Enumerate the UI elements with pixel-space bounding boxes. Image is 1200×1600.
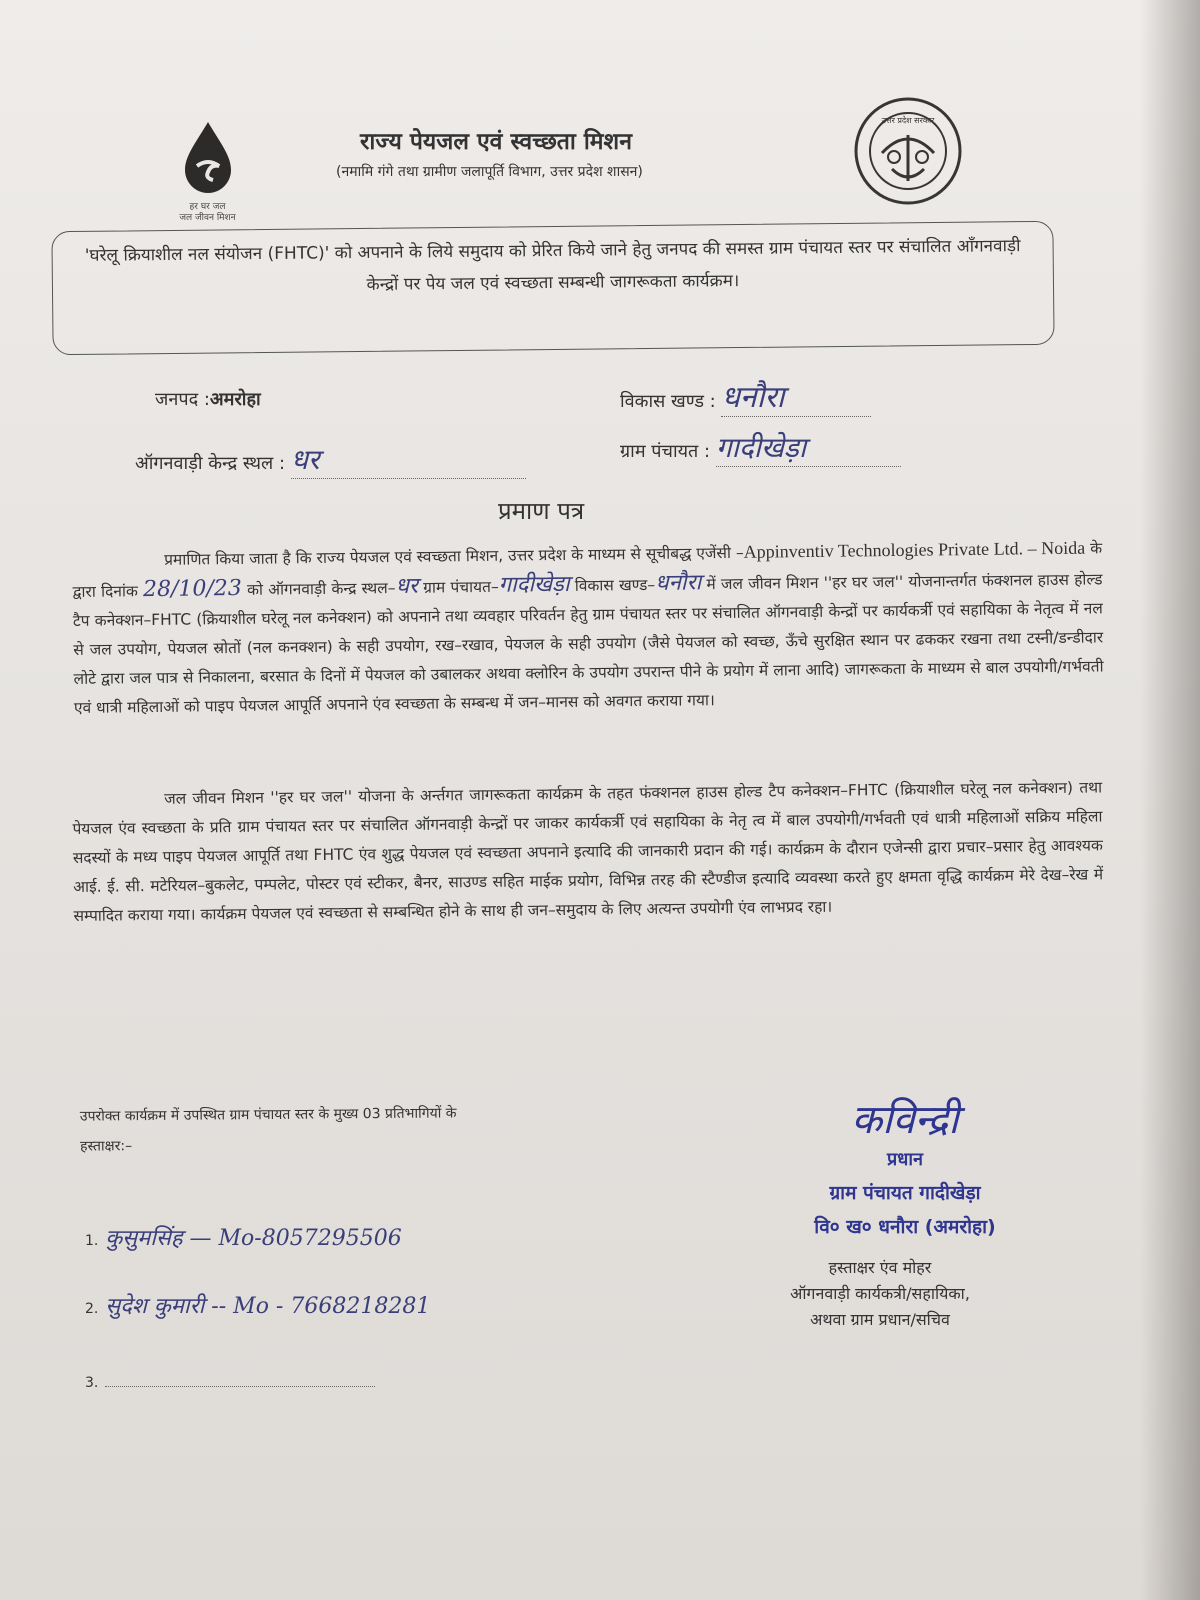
seal-note-line2: ऑगनवाड़ी कार्यकत्री/सहायिका, [790, 1284, 970, 1303]
p1-block-value: धनौरा [654, 570, 702, 596]
p1-intro: प्रमाणित किया जाता है कि राज्य पेयजल एवं स्वच्छता मिशन, उत्तर प्रदेश के माध्यम से सूचीबद्ध एजेंसी – [164, 543, 744, 569]
p1-body: में जल जीवन मिशन ''हर घर जल'' योजनान्तर्गत फंक्शनल हाउस होल्ड टैप कनेक्शन–FHTC (क्रियाशील घरेलू नल कनेक्शन) को अपनाने तथा व्यवहार परिवर्तन हेतु ग्राम पंचायत स्तर पर संचालित ऑगनवाड़ी केन्द्रों पर कार्यकर्त्री एवं सहायिका के नेतृत्व में नल से जल उपयोग, पेयजल स्रोतों (नल कनक्शन) के सही उपयोग, रख–रखाव, पेयजल के सही उपयोग (जैसे पेयजल को स्वच्छ, ऊँचे सुरक्षित स्थान पर ढककर रखना तथा टस्नी/डन्डीदार लोटे द्वारा जल पात्र से निकालना, बरसात के दिनों में पेयजल को उबालकर अथवा क्लोरिन के उपयोग उपरान्त पीने के प्रयोग में लाना आदि) जागरूकता के माध्यम से बाल उपयोगी/गर्भवती एवं धात्री महिलाओं को पाइप पेयजल आपूर्ति अपनाने एंव स्वच्छता के सम्बन्ध में जन–मानस को अवगत कराया गया। [72, 570, 1104, 717]
mission-title: राज्य पेयजल एवं स्वच्छता मिशन [360, 129, 632, 155]
district-label: जनपद : [155, 389, 210, 410]
panchayat-label: ग्राम पंचायत : [620, 441, 711, 462]
pradhan-signature: कविन्द्री [851, 1097, 959, 1143]
block-label: विकास खण्ड : [620, 391, 716, 412]
jal-jeevan-logo [160, 118, 255, 223]
water-drop-icon [173, 118, 243, 198]
signer-2-number: 2. [85, 1301, 99, 1317]
signer-2-text: सुदेश कुमारी -- Mo - 7668218281 [105, 1294, 431, 1319]
block-field [620, 375, 871, 417]
signer-3-number: 3. [85, 1375, 99, 1391]
certificate-title: प्रमाण पत्र [498, 497, 585, 525]
p1-panchayat-label: ग्राम पंचायत– [423, 577, 499, 597]
certificate-paragraph-2 [72, 773, 1104, 931]
program-date: 28/10/23 [142, 575, 242, 603]
seal-note-line3: अथवा ग्राम प्रधान/सचिव [810, 1310, 950, 1329]
panchayat-value-line [716, 428, 901, 467]
p1-center-value: धर [395, 573, 419, 600]
center-field [135, 440, 526, 479]
seal-note-line1: हस्ताक्षर एंव मोहर [828, 1258, 932, 1277]
center-value-line [291, 440, 526, 479]
certificate-paragraph-1 [72, 533, 1104, 723]
attendance-label-line2: हस्ताक्षर:– [80, 1138, 133, 1155]
stamp-panchayat: ग्राम पंचायत गादीखेड़ा [829, 1182, 981, 1204]
signer-3 [85, 1368, 375, 1393]
p1-date-label: के द्वारा दिनांक [72, 539, 1103, 601]
center-value: धर [290, 443, 320, 476]
p1-block-label: विकास खण्ड– [574, 575, 656, 595]
block-value-line [721, 375, 871, 417]
seal-text: उत्तर प्रदेश सरकार [881, 116, 935, 125]
panchayat-value: गादीखेड़ा [715, 431, 807, 464]
signer-1 [85, 1222, 402, 1252]
p1-panchayat-value: गादीखेड़ा [498, 571, 570, 598]
attendance-label [80, 1098, 457, 1161]
panchayat-field [620, 428, 901, 467]
logo-caption-1: हर घर जल [189, 202, 226, 212]
program-banner: 'घरेलू क्रियाशील नल संयोजन (FHTC)' को अपनाने के लिये समुदाय को प्रेरित किये जाने हेतु जनपद की समस्त ग्राम पंचायत स्तर पर संचालित आँगनवाड़ी केन्द्रों पर पेय जल एवं स्वच्छता सम्बन्धी जागरूकता कार्यक्रम। [51, 221, 1054, 355]
signer-1-number: 1. [85, 1233, 99, 1249]
p1-center-label: को ऑगनवाड़ी केन्द्र स्थल– [246, 579, 396, 599]
logo-caption-2: जल जीवन मिशन [179, 213, 236, 223]
p2-body: जल जीवन मिशन ''हर घर जल'' योजना के अर्न्तगत जागरूकता कार्यक्रम के तहत फंक्शनल हाउस होल्ड टैप कनेक्शन–FHTC (क्रियाशील घरेलू नल कनेक्शन) तथा पेयजल एंव स्वच्छता के प्रति ग्राम पंचायत स्तर पर संचालित ऑगनवाड़ी केन्द्रों पर जाकर कार्यकर्त्री एवं सहायिका के नेतृ त्व में बाल उपयोगी/गर्भवती एवं धात्री महिलाओं सक्रिय महिला सदस्यों के मध्य पाइप पेयजल आपूर्ति तथा FHTC एंव शुद्ध पेयजल एवं स्वच्छता अपनाने इत्यादि की जानकारी प्रदान की गई। कार्यक्रम के दौरान एजेन्सी द्वारा प्रचार–प्रसार हेतु आवश्यक आई. ई. सी. मटेरियल–बुकलेट, पम्पलेट, पोस्टर एवं स्टीकर, बैनर, साउण्ड सहित माईक प्रयोग, विभिन्न तरह की स्टैण्डीज इत्यादि व्यवस्था करते हुए क्षमता वृद्धि कार्यक्रम मेरे देख–रेख में सम्पादित कराया गया। कार्यक्रम पेयजल एवं स्वच्छता से सम्बन्धित होने के साथ ही जन–समुदाय के लिए अत्यन्त उपयोगी एंव लाभप्रद रहा। [72, 778, 1104, 925]
signer-1-text: कुसुमसिंह — Mo-8057295506 [105, 1226, 402, 1251]
signer-2 [85, 1290, 430, 1320]
district-value: अमरोहा [209, 389, 261, 410]
mission-subtitle: (नमामि गंगे तथा ग्रामीण जलापूर्ति विभाग, उत्तर प्रदेश शासन) [336, 164, 643, 180]
signer-3-line [105, 1386, 375, 1387]
up-government-seal [852, 95, 964, 207]
seal-emblem-icon [852, 95, 964, 207]
stamp-block: वि० ख० धनौरा (अमरोहा) [814, 1216, 996, 1238]
stamp-designation: प्रधान [887, 1149, 923, 1170]
block-value: धनौरा [721, 380, 785, 415]
agency-name: Appinventiv Technologies Private Ltd. – Noida [743, 537, 1086, 562]
attendance-label-line1: उपरोक्त कार्यक्रम में उपस्थित ग्राम पंचायत स्तर के मुख्य 03 प्रतिभागियों के [79, 1105, 457, 1125]
pradhan-stamp [770, 1090, 1040, 1239]
center-label: ऑगनवाड़ी केन्द्र स्थल : [135, 453, 286, 474]
signature-seal-note [745, 1255, 1015, 1333]
district-field [155, 387, 261, 411]
page-edge-shadow [1140, 0, 1200, 1600]
